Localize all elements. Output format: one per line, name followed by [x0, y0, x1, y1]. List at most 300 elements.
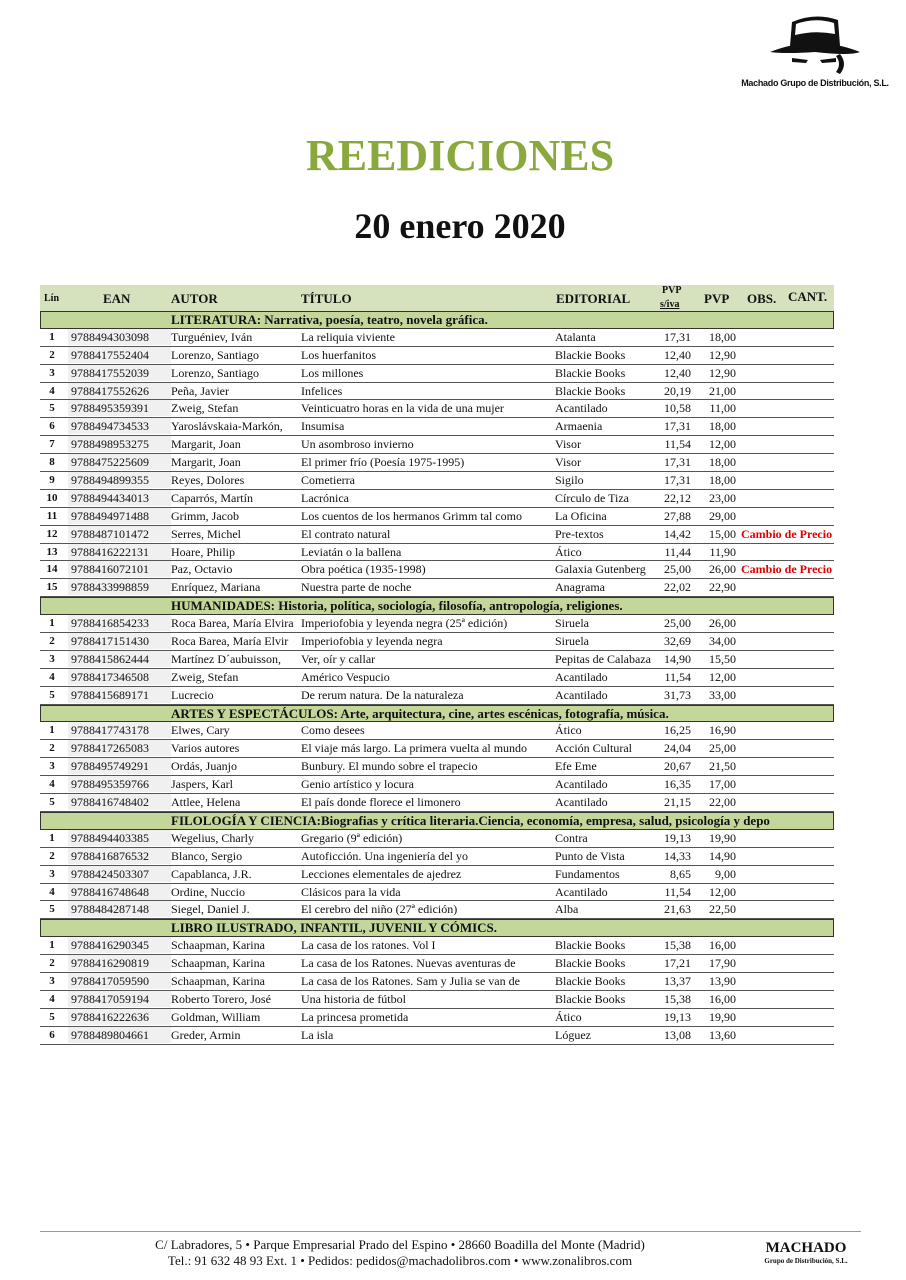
section-header — [40, 705, 834, 723]
table-row — [40, 579, 834, 597]
row-autor: Ordás, Juanjo — [171, 759, 237, 774]
table-row — [40, 740, 834, 758]
table-row — [40, 383, 834, 401]
row-pvp: 22,00 — [709, 795, 736, 810]
row-ean: 9788417552626 — [68, 383, 171, 399]
table-row — [40, 937, 834, 955]
row-pvp-siva: 14,42 — [664, 526, 691, 541]
row-pvp: 18,00 — [709, 455, 736, 470]
section-header — [40, 597, 834, 615]
row-pvp-siva: 22,02 — [664, 580, 691, 595]
row-pvp: 15,50 — [709, 651, 736, 666]
footer-brand-name: MACHADO — [765, 1240, 847, 1256]
row-lin: 10 — [46, 491, 58, 504]
row-ean: 9788494434013 — [68, 490, 171, 506]
row-pvp-siva: 25,00 — [664, 562, 691, 577]
col-pvp: PVP — [704, 291, 730, 306]
table-row — [40, 669, 834, 687]
row-lin: 4 — [49, 992, 55, 1005]
row-lin: 5 — [49, 796, 55, 809]
row-autor: Serres, Michel — [171, 526, 241, 541]
row-pvp-siva: 22,12 — [664, 490, 691, 505]
table-row — [40, 955, 834, 973]
row-titulo: Obra poética (1935-1998) — [301, 562, 426, 577]
row-lin: 2 — [49, 348, 55, 361]
col-pvp-siva-2: s/iva — [660, 299, 680, 310]
row-lin: 11 — [46, 509, 58, 522]
row-titulo: Lacrónica — [301, 490, 349, 505]
table-row — [40, 365, 834, 383]
row-titulo: Nuestra parte de noche — [301, 580, 412, 595]
row-pvp-siva: 24,04 — [664, 741, 691, 756]
row-pvp-siva: 15,38 — [664, 938, 691, 953]
row-lin: 6 — [49, 420, 55, 433]
row-autor: Zweig, Stefan — [171, 401, 239, 416]
row-ean: 9788415689171 — [68, 687, 171, 703]
table-row — [40, 347, 834, 365]
row-titulo: El primer frío (Poesía 1975-1995) — [301, 455, 465, 470]
row-editorial: Visor — [555, 437, 581, 452]
row-lin: 2 — [49, 957, 55, 970]
row-pvp-siva: 27,88 — [664, 508, 691, 523]
row-editorial: Fundamentos — [555, 866, 620, 881]
row-pvp-siva: 17,31 — [664, 455, 691, 470]
row-ean: 9788416222636 — [68, 1009, 171, 1025]
row-pvp: 33,00 — [709, 687, 736, 702]
row-lin: 4 — [49, 384, 55, 397]
table-row — [40, 901, 834, 919]
table-header — [40, 285, 834, 311]
hat-man-logo-icon — [740, 8, 890, 78]
row-pvp: 9,00 — [715, 866, 736, 881]
row-editorial: Atalanta — [555, 329, 596, 344]
row-pvp: 34,00 — [709, 634, 736, 649]
row-obs: Cambio de Precio — [741, 526, 833, 541]
row-ean: 9788484287148 — [68, 901, 171, 917]
row-lin: 1 — [49, 724, 55, 737]
row-autor: Yaroslávskaia-Markón, — [171, 419, 283, 434]
row-autor: Varios autores — [171, 741, 240, 756]
row-editorial: Blackie Books — [555, 383, 626, 398]
table-row — [40, 490, 834, 508]
row-ean: 9788494971488 — [68, 508, 171, 524]
row-ean: 9788495749291 — [68, 758, 171, 774]
row-editorial: Alba — [555, 902, 579, 917]
table-row — [40, 472, 834, 490]
row-autor: Roca Barea, María Elvir — [171, 634, 289, 649]
row-pvp-siva: 17,31 — [664, 419, 691, 434]
row-editorial: Visor — [555, 455, 581, 470]
row-ean: 9788417552039 — [68, 365, 171, 381]
row-pvp: 22,90 — [709, 580, 736, 595]
row-titulo: La princesa prometida — [301, 1009, 409, 1024]
row-pvp-siva: 17,31 — [664, 473, 691, 488]
row-titulo: Infelices — [301, 383, 343, 398]
row-pvp: 12,00 — [709, 669, 736, 684]
row-pvp: 29,00 — [709, 508, 736, 523]
row-pvp: 18,00 — [709, 419, 736, 434]
row-editorial: Blackie Books — [555, 938, 626, 953]
row-lin: 3 — [49, 867, 55, 880]
section-header — [40, 311, 834, 329]
row-ean: 9788416290819 — [68, 955, 171, 971]
row-titulo: Clásicos para la vida — [301, 884, 401, 899]
row-pvp: 25,00 — [709, 741, 736, 756]
row-pvp-siva: 12,40 — [664, 347, 691, 362]
row-autor: Reyes, Dolores — [171, 473, 245, 488]
table-row — [40, 651, 834, 669]
row-titulo: Los millones — [301, 365, 364, 380]
row-lin: 2 — [49, 742, 55, 755]
row-editorial: Blackie Books — [555, 973, 626, 988]
row-lin: 12 — [46, 527, 58, 540]
table-row — [40, 544, 834, 562]
row-autor: Roberto Torero, José — [171, 991, 271, 1006]
row-pvp: 13,90 — [709, 973, 736, 988]
section-header — [40, 919, 834, 937]
row-editorial: Efe Eme — [555, 759, 597, 774]
col-editorial: EDITORIAL — [556, 291, 631, 306]
table-row — [40, 526, 834, 544]
col-ean: EAN — [103, 291, 131, 306]
row-pvp: 11,00 — [709, 401, 736, 416]
row-autor: Margarit, Joan — [171, 437, 241, 452]
row-ean: 9788424503307 — [68, 866, 171, 882]
row-titulo: Como desees — [301, 723, 365, 738]
row-titulo: Genio artístico y locura — [301, 777, 414, 792]
row-autor: Roca Barea, María Elvira — [171, 616, 294, 631]
row-ean: 9788417151430 — [68, 633, 171, 649]
row-editorial: Ático — [555, 544, 582, 559]
row-titulo: Américo Vespucio — [301, 669, 390, 684]
row-titulo: La reliquia viviente — [301, 329, 395, 344]
row-pvp: 12,00 — [709, 884, 736, 899]
row-editorial: Sigilo — [555, 473, 584, 488]
row-editorial: Círculo de Tiza — [555, 490, 629, 505]
row-titulo: Los cuentos de los hermanos Grimm tal como — [301, 508, 522, 523]
footer-brand-sub: Grupo de Distribución, S.L. — [764, 1257, 848, 1265]
section-title: LITERATURA: Narrativa, poesía, teatro, novela gráfica. — [171, 312, 488, 327]
row-autor: Attlee, Helena — [171, 795, 241, 810]
row-ean: 9788417265083 — [68, 740, 171, 756]
row-pvp-siva: 21,63 — [664, 902, 691, 917]
row-editorial: Acción Cultural — [555, 741, 632, 756]
col-obs: OBS. — [747, 291, 777, 306]
row-titulo: El contrato natural — [301, 526, 391, 541]
row-editorial: Anagrama — [555, 580, 605, 595]
row-autor: Margarit, Joan — [171, 455, 241, 470]
row-editorial: Acantilado — [555, 401, 608, 416]
row-pvp-siva: 12,40 — [664, 365, 691, 380]
row-titulo: El cerebro del niño (27ª edición) — [301, 902, 458, 917]
row-lin: 1 — [49, 617, 55, 630]
table-row — [40, 866, 834, 884]
row-lin: 8 — [49, 456, 55, 469]
row-titulo: El viaje más largo. La primera vuelta al mundo — [301, 741, 528, 756]
row-ean: 9788489804661 — [68, 1027, 171, 1043]
row-ean: 9788416748648 — [68, 884, 171, 900]
row-lin: 5 — [49, 903, 55, 916]
table-row — [40, 991, 834, 1009]
row-editorial: Lóguez — [555, 1027, 591, 1042]
section-title: LIBRO ILUSTRADO, INFANTIL, JUVENIL Y CÓMICS. — [171, 920, 498, 936]
table-row — [40, 1009, 834, 1027]
row-pvp: 21,50 — [709, 759, 736, 774]
row-autor: Schaapman, Karina — [171, 938, 265, 953]
section-title: ARTES Y ESPECTÁCULOS: Arte, arquitectura, cine, artes escénicas, fotografía, música. — [171, 705, 669, 721]
row-editorial: Pre-textos — [555, 526, 604, 541]
row-pvp: 13,60 — [709, 1027, 736, 1042]
row-pvp-siva: 19,13 — [664, 830, 691, 845]
table-row — [40, 722, 834, 740]
row-titulo: La isla — [301, 1027, 334, 1042]
row-autor: Zweig, Stefan — [171, 669, 239, 684]
row-ean: 9788494303098 — [68, 329, 171, 345]
row-pvp-siva: 17,31 — [664, 329, 691, 344]
table-row — [40, 830, 834, 848]
section-title: HUMANIDADES: Historia, política, sociología, filosofía, antropología, religiones. — [171, 598, 623, 614]
row-pvp-siva: 8,65 — [670, 866, 691, 881]
row-pvp-siva: 19,13 — [664, 1009, 691, 1024]
row-pvp-siva: 14,33 — [664, 848, 691, 863]
row-pvp-siva: 16,25 — [664, 723, 691, 738]
row-ean: 9788433998859 — [68, 579, 171, 595]
row-editorial: Acantilado — [555, 777, 608, 792]
row-pvp: 23,00 — [709, 490, 736, 505]
row-editorial: Acantilado — [555, 884, 608, 899]
row-lin: 5 — [49, 402, 55, 415]
row-lin: 9 — [49, 474, 55, 487]
company-logo — [740, 8, 890, 94]
row-ean: 9788475225609 — [68, 454, 171, 470]
row-editorial: Siruela — [555, 634, 589, 649]
row-pvp-siva: 32,69 — [664, 634, 691, 649]
table-row — [40, 418, 834, 436]
row-titulo: Bunbury. El mundo sobre el trapecio — [301, 759, 478, 774]
col-autor: AUTOR — [171, 291, 218, 306]
row-pvp: 16,00 — [709, 938, 736, 953]
col-pvp-siva-1: PVP — [662, 285, 682, 296]
row-lin: 5 — [49, 688, 55, 701]
row-pvp-siva: 13,08 — [664, 1027, 691, 1042]
row-pvp-siva: 16,35 — [664, 777, 691, 792]
row-pvp-siva: 31,73 — [664, 687, 691, 702]
row-pvp-siva: 11,54 — [664, 669, 691, 684]
table-row — [40, 615, 834, 633]
row-lin: 4 — [49, 885, 55, 898]
footer-address: C/ Labradores, 5 • Parque Empresarial Prado del Espino • 28660 Boadilla del Monte (Madrid) — [155, 1237, 645, 1252]
row-obs: Cambio de Precio — [741, 562, 833, 577]
row-pvp: 26,00 — [709, 562, 736, 577]
row-pvp: 15,00 — [709, 526, 736, 541]
row-ean: 9788417743178 — [68, 722, 171, 738]
row-pvp: 11,90 — [709, 544, 736, 559]
row-autor: Peña, Javier — [171, 383, 229, 398]
table-row — [40, 508, 834, 526]
row-ean: 9788495359391 — [68, 400, 171, 416]
row-ean: 9788416876532 — [68, 848, 171, 864]
row-editorial: Blackie Books — [555, 347, 626, 362]
logo-text: Machado Grupo de Distribución, S.L. — [741, 78, 889, 88]
table-row — [40, 329, 834, 347]
row-editorial: La Oficina — [555, 508, 607, 523]
row-ean: 9788417059194 — [68, 991, 171, 1007]
row-titulo: Imperiofobia y leyenda negra (25ª edición) — [301, 616, 508, 631]
table-row — [40, 454, 834, 472]
row-pvp-siva: 25,00 — [664, 616, 691, 631]
table-row — [40, 400, 834, 418]
row-autor: Greder, Armin — [171, 1027, 241, 1042]
row-pvp-siva: 11,54 — [664, 884, 691, 899]
row-titulo: La casa de los Ratones. Nuevas aventuras de — [301, 956, 516, 971]
row-ean: 9788487101472 — [68, 526, 171, 542]
row-autor: Elwes, Cary — [171, 723, 230, 738]
row-pvp: 12,90 — [709, 365, 736, 380]
row-lin: 3 — [49, 652, 55, 665]
row-editorial: Siruela — [555, 616, 589, 631]
row-pvp: 22,50 — [709, 902, 736, 917]
row-autor: Jaspers, Karl — [171, 777, 233, 792]
row-ean: 9788417346508 — [68, 669, 171, 685]
table-row — [40, 758, 834, 776]
table-row — [40, 973, 834, 991]
row-pvp-siva: 20,67 — [664, 759, 691, 774]
row-lin: 4 — [49, 778, 55, 791]
row-pvp-siva: 13,37 — [664, 973, 691, 988]
row-ean: 9788494899355 — [68, 472, 171, 488]
row-editorial: Acantilado — [555, 795, 608, 810]
row-pvp: 12,90 — [709, 347, 736, 362]
row-titulo: La casa de los Ratones. Sam y Julia se van de — [301, 973, 520, 988]
row-editorial: Galaxia Gutenberg — [555, 562, 646, 577]
row-autor: Wegelius, Charly — [171, 830, 255, 845]
footer-contact: Tel.: 91 632 48 93 Ext. 1 • Pedidos: pedidos@machadolibros.com • www.zonalibros.com — [167, 1253, 633, 1268]
row-editorial: Blackie Books — [555, 956, 626, 971]
row-autor: Paz, Octavio — [171, 562, 233, 577]
row-titulo: El país donde florece el limonero — [301, 795, 461, 810]
row-lin: 7 — [49, 438, 55, 451]
row-pvp: 26,00 — [709, 616, 736, 631]
row-titulo: Lecciones elementales de ajedrez — [301, 866, 462, 881]
row-titulo: Imperiofobia y leyenda negra — [301, 634, 443, 649]
row-pvp: 17,00 — [709, 777, 736, 792]
row-titulo: Veinticuatro horas en la vida de una mujer — [301, 401, 504, 416]
row-lin: 4 — [49, 670, 55, 683]
row-pvp: 19,90 — [709, 830, 736, 845]
row-titulo: Insumisa — [301, 419, 345, 434]
row-autor: Lorenzo, Santiago — [171, 347, 259, 362]
row-editorial: Blackie Books — [555, 365, 626, 380]
col-lin: Lín — [44, 293, 60, 304]
row-pvp: 16,00 — [709, 991, 736, 1006]
row-autor: Lucrecio — [171, 687, 214, 702]
row-titulo: De rerum natura. De la naturaleza — [301, 687, 464, 702]
row-lin: 6 — [49, 1028, 55, 1041]
row-lin: 3 — [49, 760, 55, 773]
row-ean: 9788494403385 — [68, 830, 171, 846]
row-autor: Blanco, Sergio — [171, 848, 243, 863]
row-pvp: 21,00 — [709, 383, 736, 398]
row-autor: Capablanca, J.R. — [171, 866, 252, 881]
row-editorial: Punto de Vista — [555, 848, 625, 863]
row-titulo: Gregario (9ª edición) — [301, 830, 403, 845]
page-title: REEDICIONES — [305, 131, 615, 180]
row-titulo: La casa de los ratones. Vol I — [301, 938, 436, 953]
section-title: FILOLOGÍA Y CIENCIA:Biografias y crítica literaria.Ciencia, economía, empresa, salud, psicología y depo — [171, 812, 770, 828]
row-autor: Goldman, William — [171, 1009, 261, 1024]
table-row — [40, 633, 834, 651]
row-ean: 9788415862444 — [68, 651, 171, 667]
row-autor: Siegel, Daniel J. — [171, 902, 250, 917]
row-editorial: Armaenia — [555, 419, 603, 434]
row-editorial: Ático — [555, 1009, 582, 1024]
row-titulo: Una historia de fútbol — [301, 991, 406, 1006]
row-pvp-siva: 14,90 — [664, 651, 691, 666]
page-date: 20 enero 2020 — [354, 206, 566, 246]
row-autor: Schaapman, Karina — [171, 973, 265, 988]
footer-brand — [750, 1240, 862, 1265]
row-ean: 9788416072101 — [68, 561, 171, 577]
row-lin: 14 — [46, 563, 58, 576]
row-pvp: 17,90 — [709, 956, 736, 971]
table-row — [40, 436, 834, 454]
row-lin: 2 — [49, 635, 55, 648]
row-lin: 13 — [46, 545, 58, 558]
row-autor: Enríquez, Mariana — [171, 580, 261, 595]
row-pvp: 14,90 — [709, 848, 736, 863]
row-lin: 1 — [49, 939, 55, 952]
row-pvp: 18,00 — [709, 329, 736, 344]
table-row — [40, 776, 834, 794]
row-autor: Ordine, Nuccio — [171, 884, 245, 899]
row-ean: 9788498953275 — [68, 436, 171, 452]
table-row — [40, 794, 834, 812]
col-titulo: TÍTULO — [301, 291, 352, 306]
row-editorial: Acantilado — [555, 687, 608, 702]
row-editorial: Blackie Books — [555, 991, 626, 1006]
row-lin: 15 — [46, 581, 58, 594]
row-pvp-siva: 15,38 — [664, 991, 691, 1006]
row-titulo: Cometierra — [301, 473, 355, 488]
table-row — [40, 687, 834, 705]
row-autor: Hoare, Philip — [171, 544, 235, 559]
table-body — [40, 311, 834, 1045]
table-row — [40, 848, 834, 866]
row-pvp: 18,00 — [709, 473, 736, 488]
row-lin: 5 — [49, 1010, 55, 1023]
row-autor: Turguéniev, Iván — [171, 329, 253, 344]
row-lin: 1 — [49, 831, 55, 844]
row-ean: 9788417552404 — [68, 347, 171, 363]
row-editorial: Pepitas de Calabaza — [555, 651, 651, 666]
row-titulo: Autoficción. Una ingeniería del yo — [301, 848, 468, 863]
row-pvp-siva: 11,54 — [664, 437, 691, 452]
row-ean: 9788417059590 — [68, 973, 171, 989]
row-titulo: Un asombroso invierno — [301, 437, 414, 452]
row-pvp-siva: 11,44 — [664, 544, 691, 559]
row-ean: 9788416854233 — [68, 615, 171, 631]
row-titulo: Leviatán o la ballena — [301, 544, 402, 559]
row-editorial: Ático — [555, 723, 582, 738]
row-autor: Caparrós, Martín — [171, 490, 253, 505]
footer-divider — [40, 1231, 861, 1232]
table-row — [40, 884, 834, 902]
row-editorial: Acantilado — [555, 669, 608, 684]
section-header — [40, 812, 834, 830]
row-pvp-siva: 10,58 — [664, 401, 691, 416]
row-lin: 3 — [49, 974, 55, 987]
col-cant: CANT. — [788, 289, 828, 304]
